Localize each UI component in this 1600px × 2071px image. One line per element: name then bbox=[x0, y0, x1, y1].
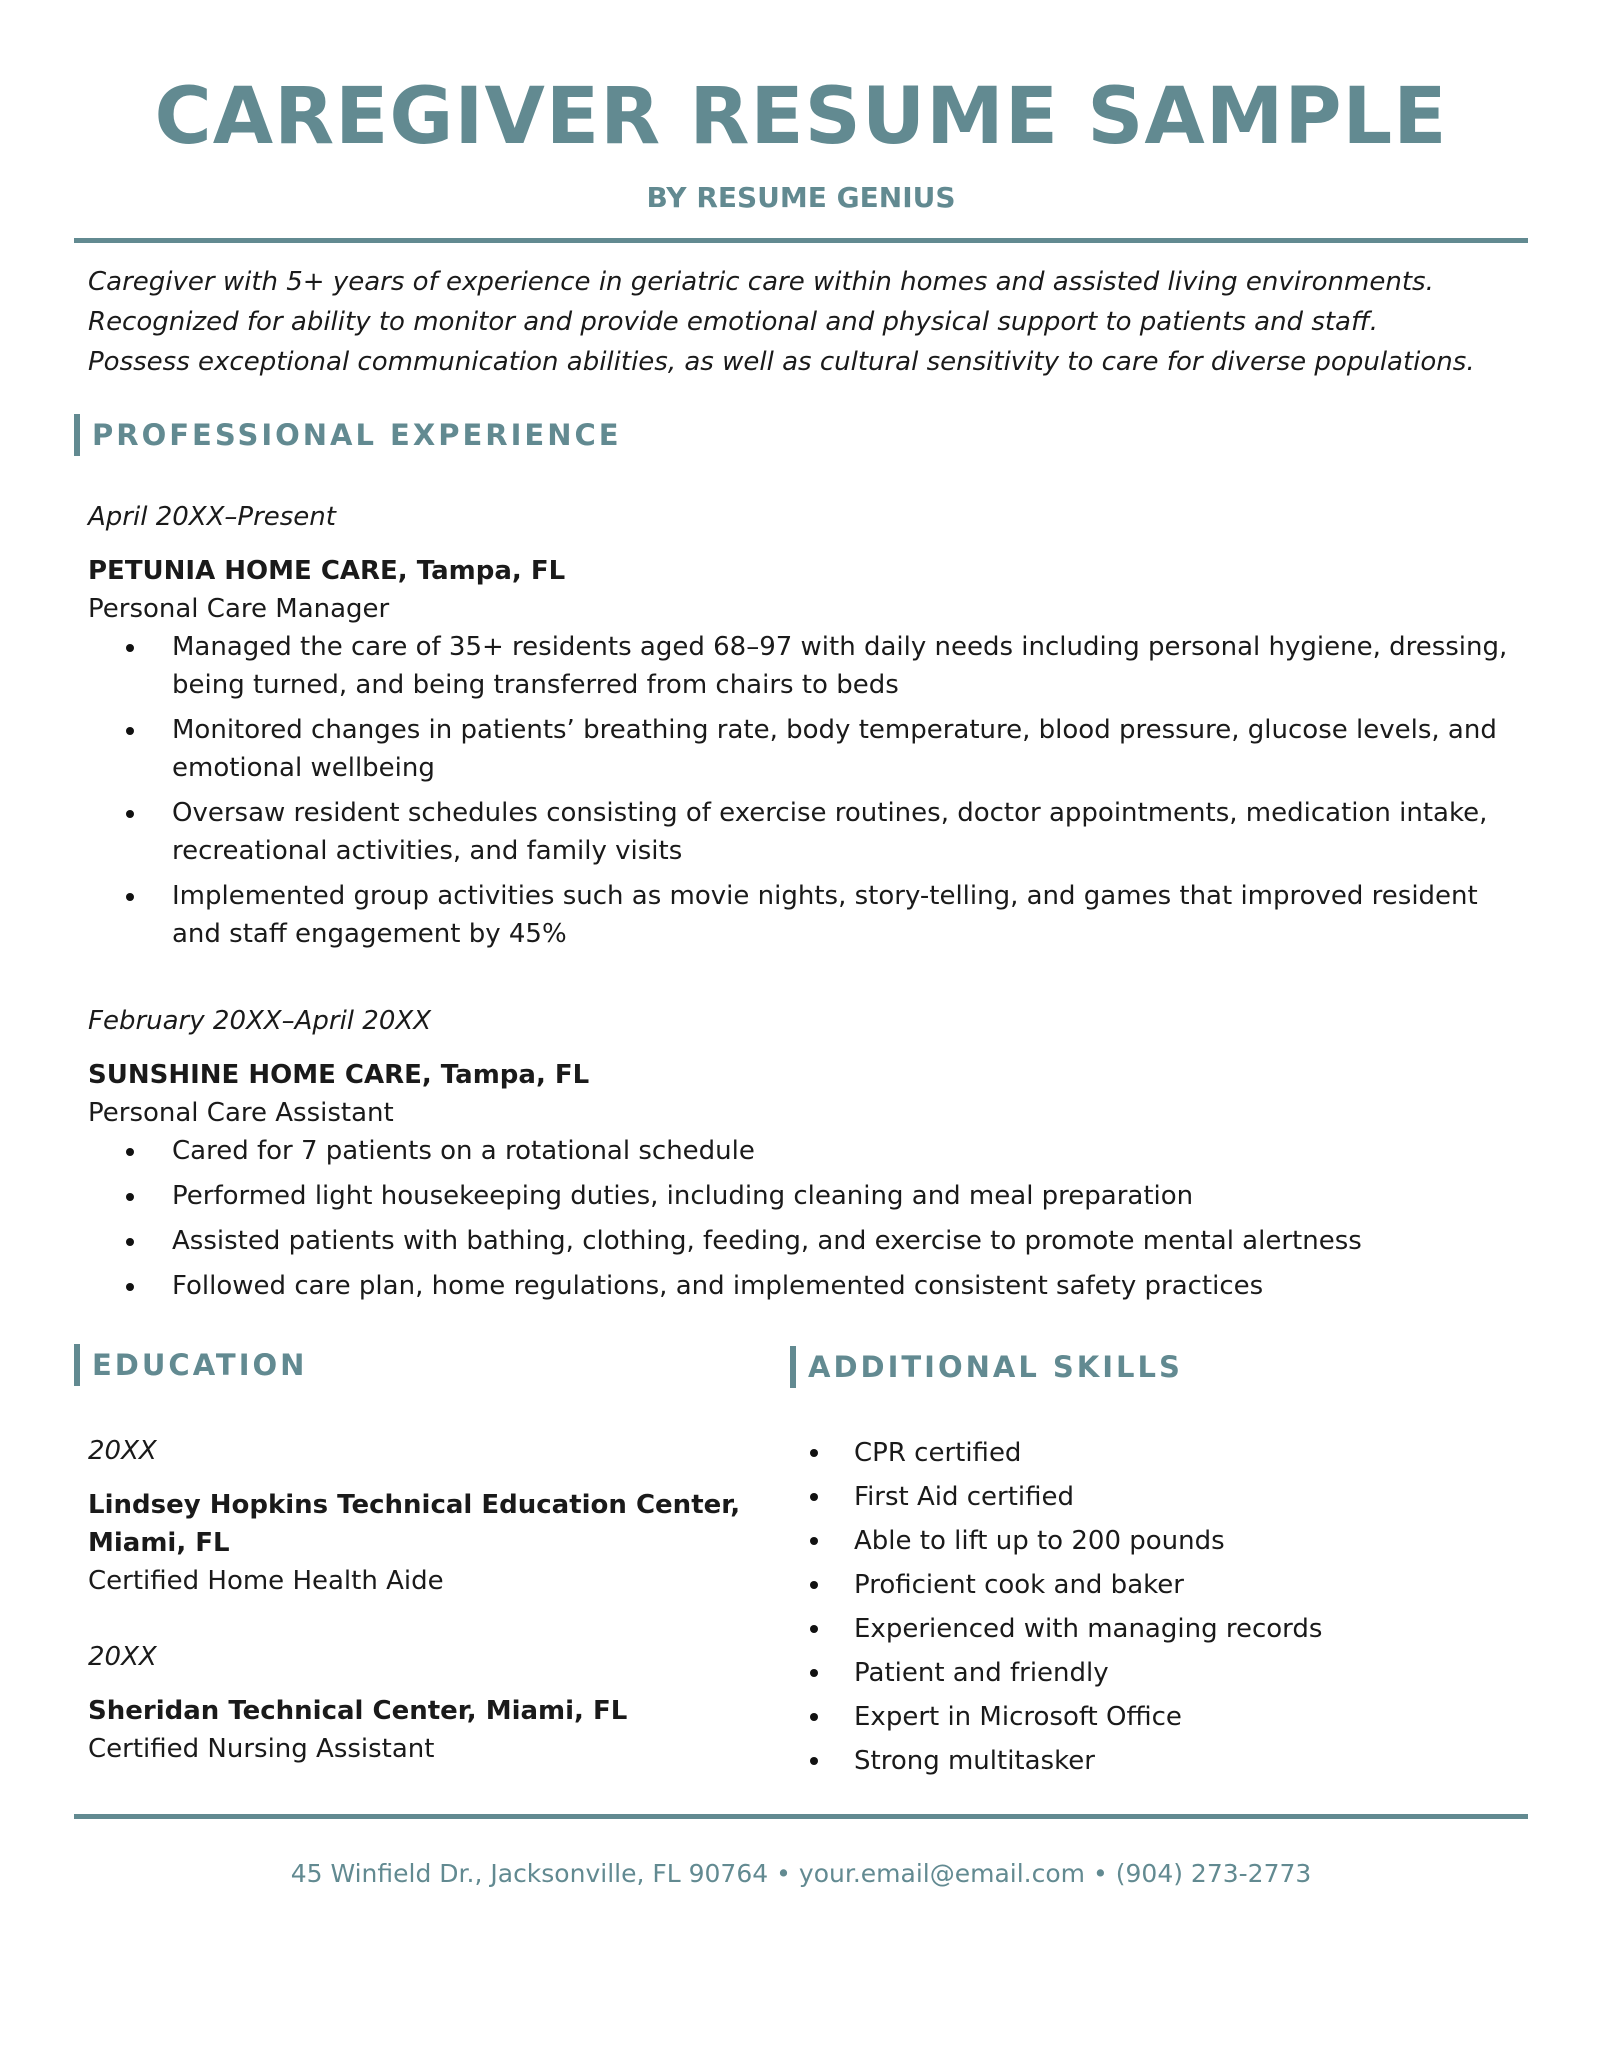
job-date: February 20XX–April 20XX bbox=[88, 1006, 432, 1036]
bullet-icon bbox=[810, 1625, 818, 1633]
bullet-icon bbox=[810, 1449, 818, 1457]
job-duty-text: Oversaw resident schedules consisting of exercise routines, doctor appointments, medication intake, recreational activities, and family visits bbox=[172, 798, 1488, 866]
education-date: 20XX bbox=[88, 1436, 157, 1466]
skill-item bbox=[790, 1519, 1510, 1563]
job-duty-item bbox=[88, 1267, 1508, 1305]
skill-item bbox=[790, 1651, 1510, 1695]
education-entry bbox=[88, 1638, 768, 1768]
job-duty-text: Monitored changes in patients’ breathing rate, body temperature, blood pressure, glucose levels, and emotional wellbeing bbox=[172, 715, 1497, 783]
contact-footer bbox=[74, 1856, 1528, 1892]
skill-item bbox=[790, 1475, 1510, 1519]
bullet-icon bbox=[810, 1669, 818, 1677]
skill-text: Patient and friendly bbox=[854, 1658, 1109, 1688]
bullet-icon bbox=[126, 810, 134, 818]
skills-section bbox=[790, 1431, 1510, 1783]
bullet-icon bbox=[810, 1581, 818, 1589]
skill-text: Strong multitasker bbox=[854, 1746, 1095, 1776]
skill-text: Expert in Microsoft Office bbox=[854, 1702, 1182, 1732]
skills-heading: ADDITIONAL SKILLS bbox=[790, 1346, 1183, 1388]
job-duties-list bbox=[88, 628, 1508, 953]
job-duty-text: Assisted patients with bathing, clothing, feeding, and exercise to promote mental alertness bbox=[172, 1226, 1362, 1256]
skill-text: Able to lift up to 200 pounds bbox=[854, 1526, 1225, 1556]
bullet-icon bbox=[126, 1238, 134, 1246]
resume-subtitle: BY RESUME GENIUS bbox=[646, 181, 956, 214]
contact-address: 45 Winfield Dr., Jacksonville, FL 90764 bbox=[290, 1859, 769, 1888]
job-duty-text: Implemented group activities such as movie nights, story-telling, and games that improved resident and staff engagement by 45% bbox=[172, 881, 1478, 949]
separator-icon: • bbox=[776, 1859, 791, 1888]
education-date: 20XX bbox=[88, 1642, 157, 1672]
education-credential: Certified Nursing Assistant bbox=[88, 1734, 435, 1764]
job-duty-item bbox=[88, 711, 1508, 787]
bullet-icon bbox=[810, 1493, 818, 1501]
job-employer: PETUNIA HOME CARE, Tampa, FL bbox=[88, 556, 566, 586]
skill-text: CPR certified bbox=[854, 1438, 1022, 1468]
job-title: Personal Care Assistant bbox=[88, 1098, 394, 1128]
job-duty-item bbox=[88, 794, 1508, 870]
bullet-icon bbox=[126, 1148, 134, 1156]
job-duty-text: Followed care plan, home regulations, and implemented consistent safety practices bbox=[172, 1271, 1264, 1301]
contact-phone[interactable]: (904) 273-2773 bbox=[1115, 1859, 1312, 1888]
education-credential: Certified Home Health Aide bbox=[88, 1566, 444, 1596]
professional-summary: Caregiver with 5+ years of experience in geriatric care within homes and assisted living environments. Recognized for ability to monitor and provide emotional and physical support to patients and staff. Possess exceptional communication abilities, as well as cultural sensitivity to care for diverse populations. bbox=[88, 267, 1475, 377]
job-duty-text: Cared for 7 patients on a rotational schedule bbox=[172, 1136, 755, 1166]
skill-item bbox=[790, 1695, 1510, 1739]
bullet-icon bbox=[810, 1537, 818, 1545]
skill-item bbox=[790, 1739, 1510, 1783]
job-duty-text: Managed the care of 35+ residents aged 68–97 with daily needs including personal hygiene, dressing, being turned, and being transferred from chairs to beds bbox=[172, 632, 1508, 700]
bullet-icon bbox=[126, 644, 134, 652]
skills-list bbox=[790, 1431, 1510, 1783]
education-entry bbox=[88, 1432, 768, 1600]
job-entry bbox=[88, 1002, 1508, 1312]
skill-text: First Aid certified bbox=[854, 1482, 1075, 1512]
skill-item bbox=[790, 1431, 1510, 1475]
job-duties-list bbox=[88, 1132, 1508, 1305]
bullet-icon bbox=[126, 893, 134, 901]
job-duty-item bbox=[88, 1132, 1508, 1170]
skill-text: Experienced with managing records bbox=[854, 1614, 1323, 1644]
footer-divider bbox=[74, 1814, 1528, 1819]
job-date: April 20XX–Present bbox=[88, 502, 336, 532]
job-duty-item bbox=[88, 877, 1508, 953]
bullet-icon bbox=[126, 1193, 134, 1201]
education-school: Sheridan Technical Center, Miami, FL bbox=[88, 1696, 628, 1726]
bullet-icon bbox=[126, 727, 134, 735]
job-duty-text: Performed light housekeeping duties, including cleaning and meal preparation bbox=[172, 1181, 1194, 1211]
bullet-icon bbox=[810, 1713, 818, 1721]
job-duty-item bbox=[88, 1177, 1508, 1215]
education-heading: EDUCATION bbox=[74, 1344, 307, 1386]
experience-heading: PROFESSIONAL EXPERIENCE bbox=[74, 414, 622, 456]
bullet-icon bbox=[810, 1757, 818, 1765]
skill-item bbox=[790, 1563, 1510, 1607]
skill-item bbox=[790, 1607, 1510, 1651]
separator-icon: • bbox=[1093, 1859, 1108, 1888]
skill-text: Proficient cook and baker bbox=[854, 1570, 1184, 1600]
contact-email[interactable]: your.email@email.com bbox=[798, 1859, 1086, 1888]
bullet-icon bbox=[126, 1283, 134, 1291]
job-entry bbox=[88, 498, 1508, 960]
job-title: Personal Care Manager bbox=[88, 594, 390, 624]
job-duty-item bbox=[88, 1222, 1508, 1260]
job-employer: SUNSHINE HOME CARE, Tampa, FL bbox=[88, 1060, 590, 1090]
resume-title: CAREGIVER RESUME SAMPLE bbox=[154, 72, 1448, 162]
education-school: Lindsey Hopkins Technical Education Center, Miami, FL bbox=[88, 1490, 741, 1558]
header-divider bbox=[74, 238, 1528, 243]
job-duty-item bbox=[88, 628, 1508, 704]
